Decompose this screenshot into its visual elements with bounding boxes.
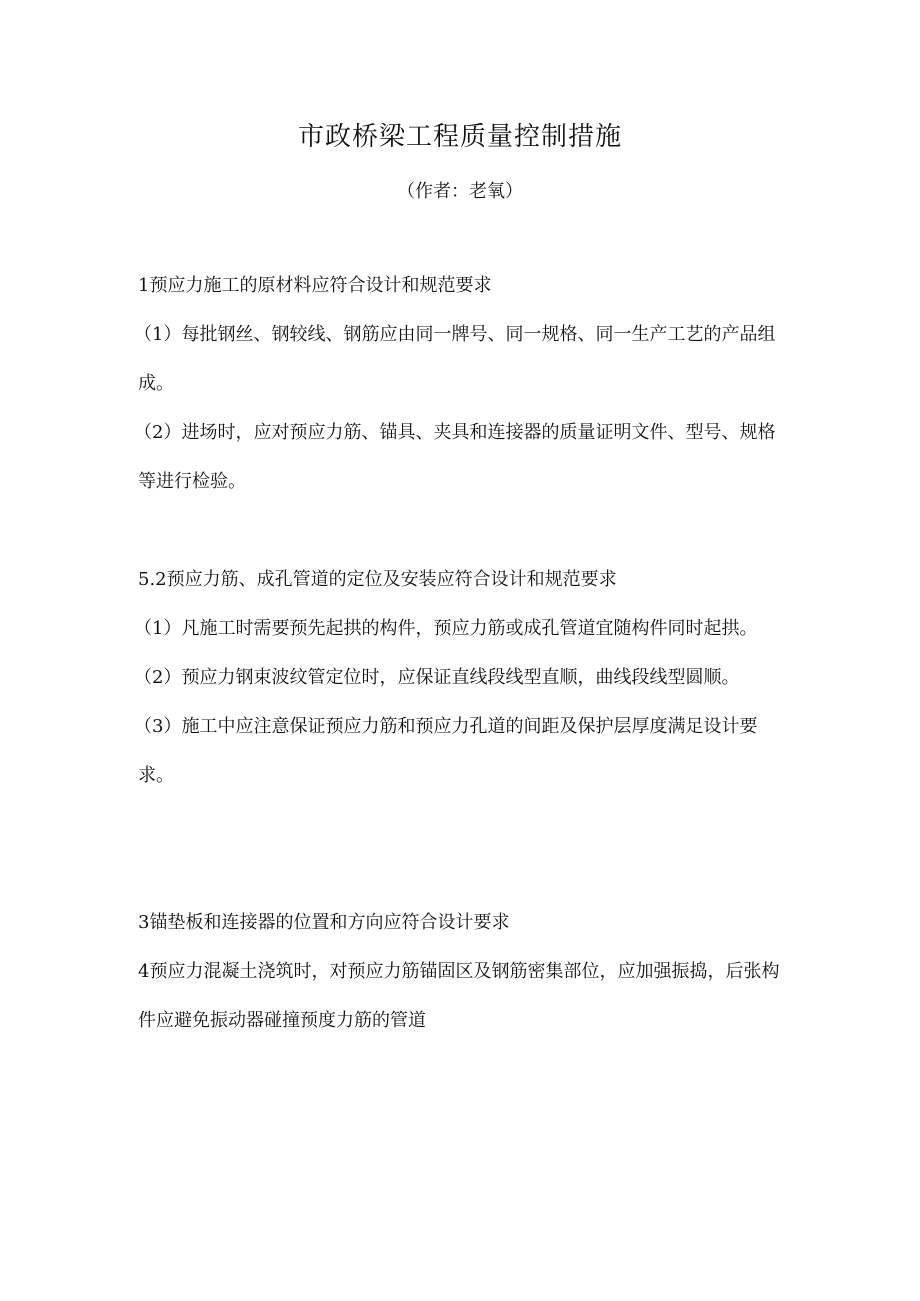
section-item: 4预应力混凝土浇筑时，对预应力筋锚固区及钢筋密集部位，应加强振捣，后张构件应避免振动器碰撞预度力筋的管道 [138, 961, 780, 1031]
document-title: 市政桥梁工程质量控制措施 [297, 122, 622, 152]
section-item: （1）凡施工时需要预先起拱的构件，预应力筋或成孔管道宜随构件同时起拱。 [134, 618, 758, 639]
section-item: （2）进场时，应对预应力筋、锚具、夹具和连接器的质量证明文件、型号、规格等进行检验。 [134, 422, 776, 492]
section-heading: 5.2预应力筋、成孔管道的定位及安装应符合设计和规范要求 [138, 569, 617, 590]
section-heading: 1预应力施工的原材料应符合设计和规范要求 [138, 275, 492, 296]
section-2 [134, 555, 788, 800]
section-1 [134, 261, 788, 506]
section-item: （3）施工中应注意保证预应力筋和预应力孔道的间距及保护层厚度满足设计要求。 [134, 716, 758, 786]
document-author: （作者：老氧） [397, 181, 523, 202]
section-item: （1）每批钢丝、钢较线、钢筋应由同一牌号、同一规格、同一生产工艺的产品组成。 [134, 324, 776, 394]
section-item: （2）预应力钢束波纹管定位时，应保证直线段线型直顺，曲线段线型圆顺。 [134, 667, 740, 688]
section-3 [138, 898, 788, 1045]
section-heading: 3锚垫板和连接器的位置和方向应符合设计要求 [138, 912, 510, 933]
